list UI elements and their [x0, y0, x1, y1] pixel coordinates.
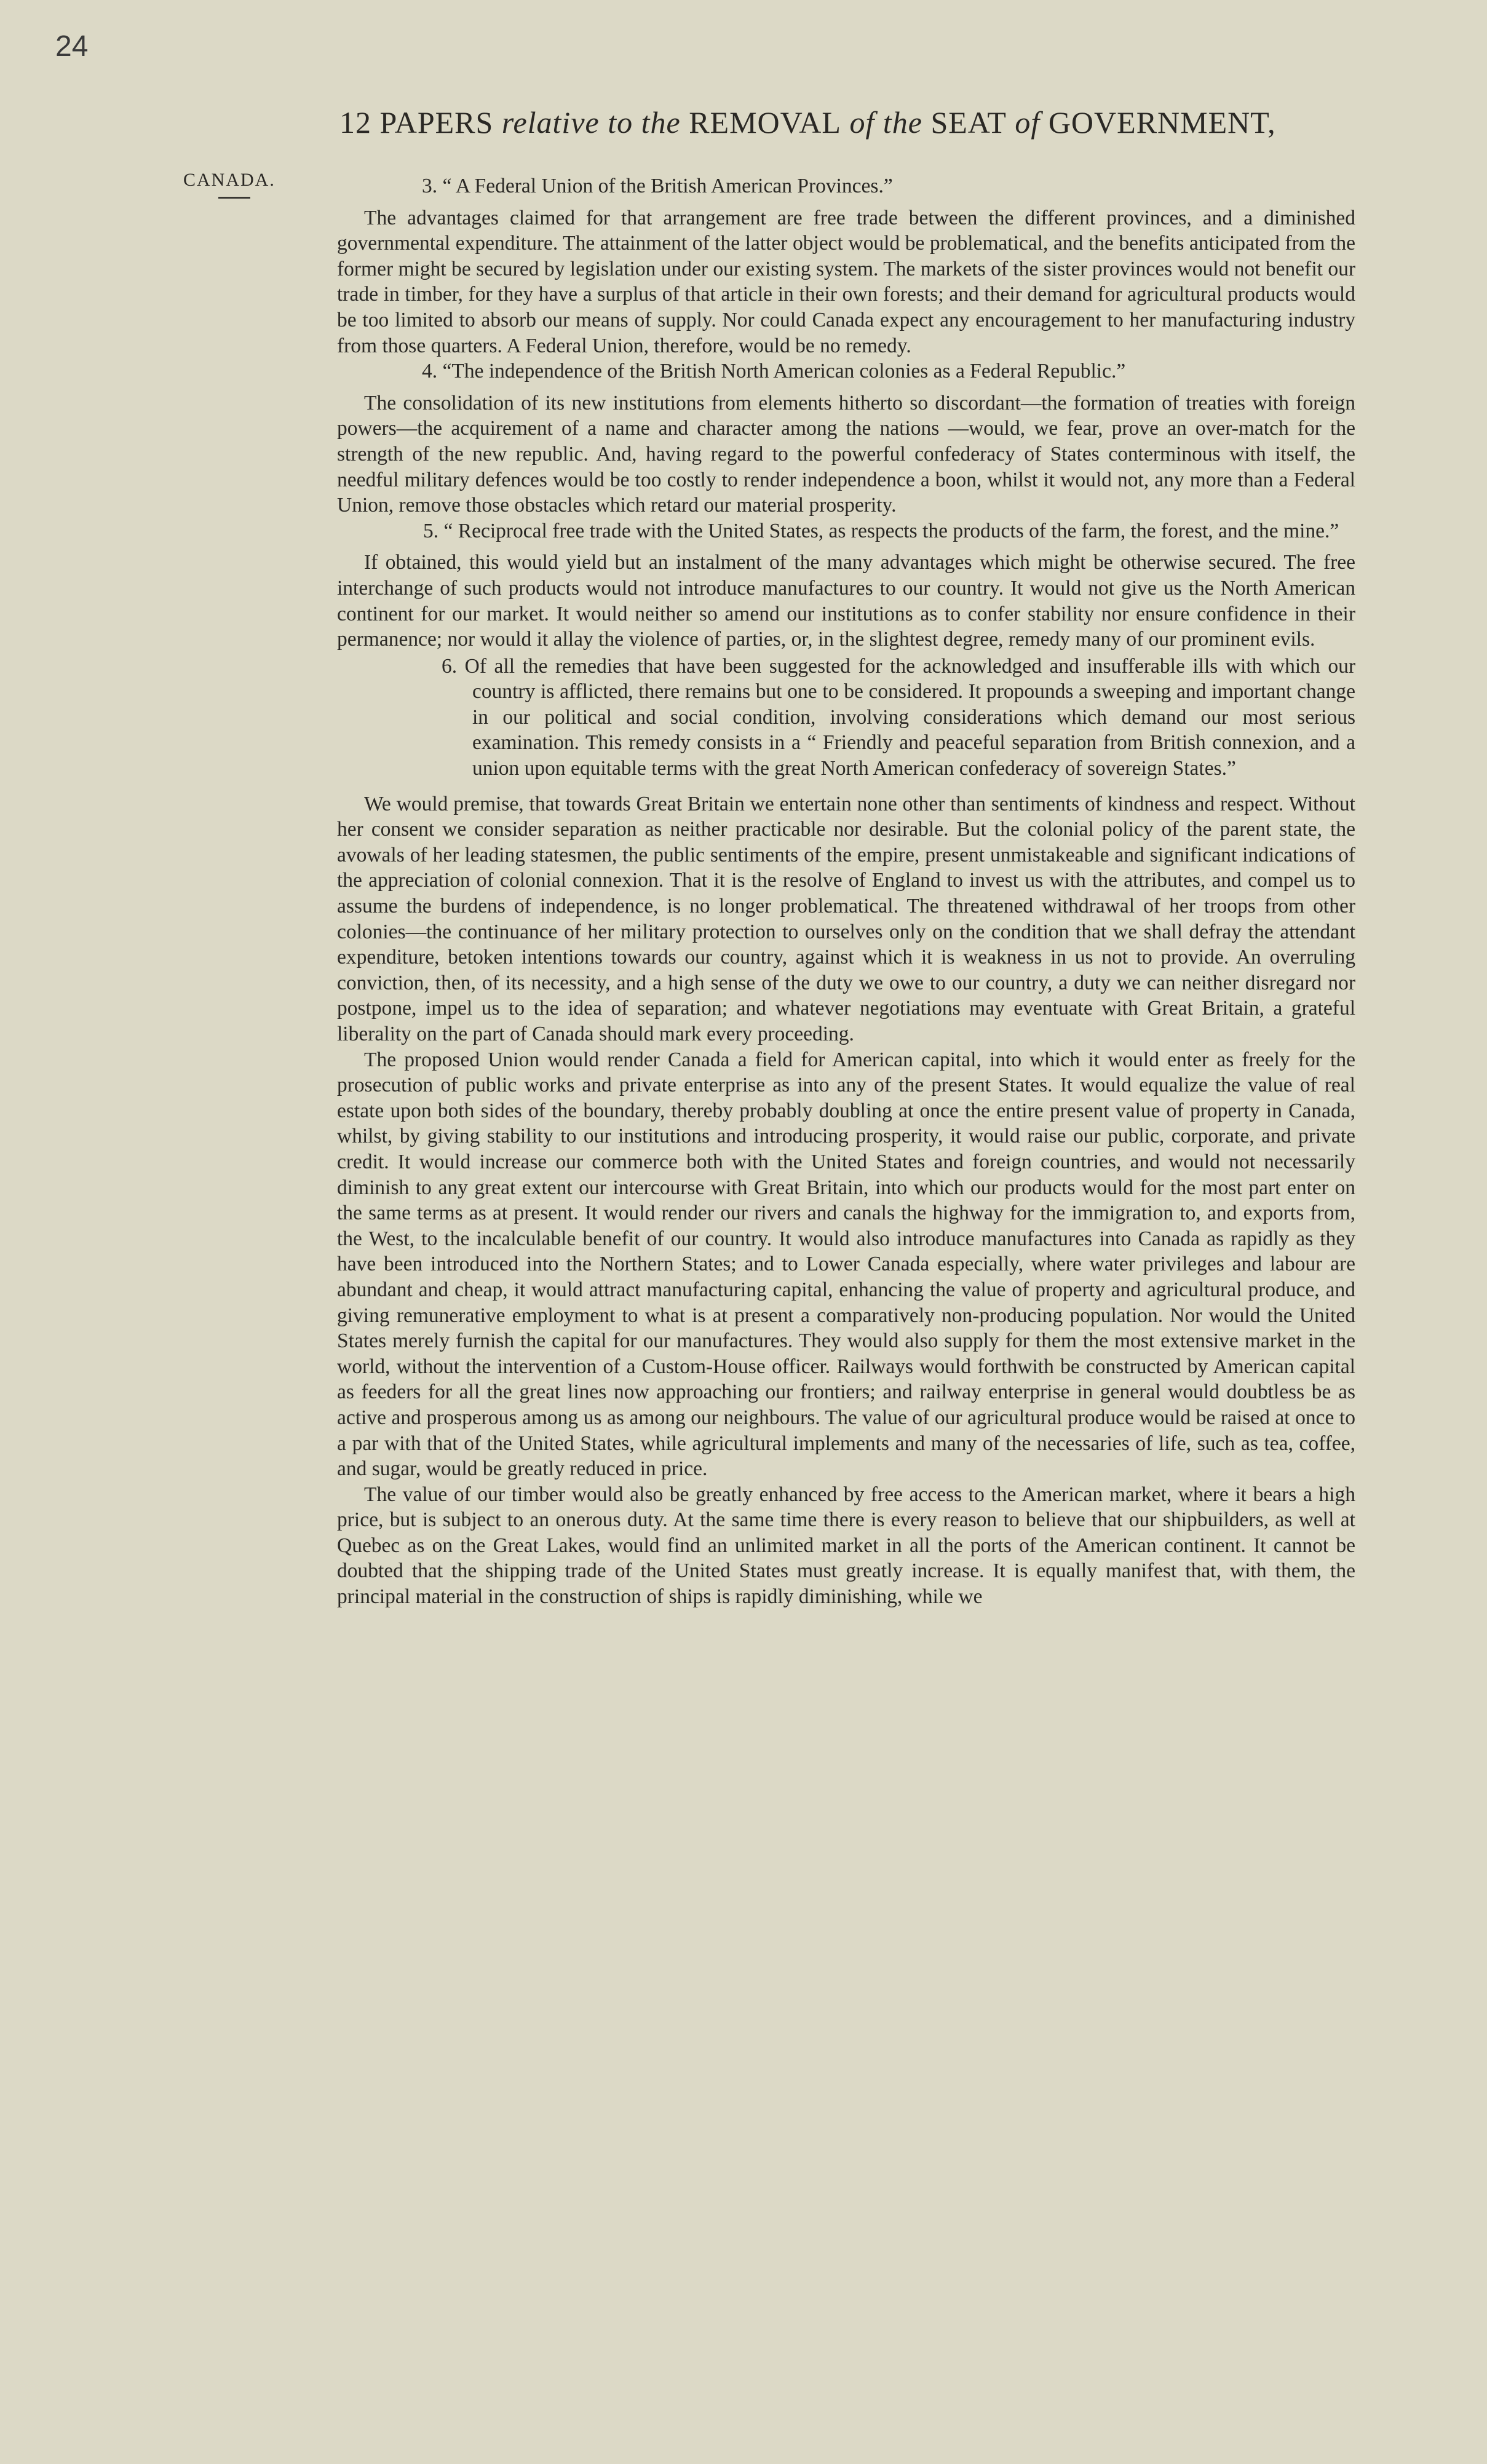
page-number: 24 [55, 30, 89, 63]
paragraph: The advantages claimed for that arrangement are free trade between the different provinces, and a diminished governmental expenditure. The attainment of the latter object would be problematical, and the benefits anticipated from the former might be secured by legislation under our existing system. The markets of the sister provinces would not benefit our trade in timber, for they have a surplus of that article in their own forests; and their demand for agricultural products would be too limited to absorb our means of supply. Nor could Canada expect any encouragement to her manufacturing industry from those quarters. A Federal Union, therefore, would be no remedy. [337, 206, 1355, 357]
paragraph: 5. “ Reciprocal free trade with the United States, as respects the products of the farm, the forest, and the mine.” [423, 519, 1339, 542]
paragraph: 3. “ A Federal Union of the British American Provinces.” [422, 175, 893, 197]
paragraph: If obtained, this would yield but an instalment of the many advantages which might be otherwise secured. The free interchange of such products would not introduce manufactures to our country. It would not give us the North American continent for our market. It would neither so amend our institutions as to confer stability nor ensure confidence in their permanence; nor would it allay the violence of parties, or, in the slightest degree, remedy many of our prominent evils. [337, 551, 1355, 651]
running-head-relative: relative to the [501, 105, 681, 140]
paragraph: 6. Of all the remedies that have been suggested for the acknowledged and insufferable ills with which our country is afflicted, there remains but one to be considered. It propounds a sweeping and important change in our political and social condition, involving considerations which demand our most serious examination. This remedy consists in a “ Friendly and peaceful separation from British connexion, and a union upon equitable terms with the great North American confederacy of sovereign States.” [442, 654, 1355, 780]
paragraph: The consolidation of its new institutions from elements hitherto so discordant—the formation of treaties with foreign powers—the acquirement of a name and character among the nations —would, we fear, prove an over-match for the strength of the new republic. And, having regard to the powerful confederacy of States conterminous with itself, the needful military defences would be too costly to render independence a boon, whilst it would not, any more than a Federal Union, remove those obstacles which retard our material prosperity. [337, 391, 1355, 517]
margin-note: CANADA. [183, 170, 276, 190]
running-head-removal: REMOVAL [689, 105, 841, 140]
running-head-of: of [1015, 105, 1041, 140]
margin-rule [218, 197, 250, 199]
running-head-page: 12 [339, 105, 371, 140]
paragraph: We would premise, that towards Great Britain we entertain none other than sentiments of kindness and respect. Without her consent we consider separation as neither practicable nor desirable. But the colonial policy of the parent state, the avowals of her leading statesmen, the public sentiments of the empire, present unmistakeable and significant indications of the appreciation of colonial connexion. That it is the resolve of England to invest us with the attributes, and compel us to assume the burdens of independence, is no longer problematical. The threatened withdrawal of her troops from other colonies—the continuance of her military protection to ourselves only on the condition that we shall defray the attendant expenditure, betoken intentions towards our country, against which it is weakness in us not to provide. An overruling conviction, then, of its necessity, and a high sense of the duty we owe to our country, a duty we can neither disregard nor postpone, impel us to the idea of separation; and whatever negotiations may eventuate with Great Britain, a grateful liberality on the part of Canada should mark every proceeding. [337, 792, 1355, 1045]
running-head-of-the: of the [849, 105, 922, 140]
paragraph: The value of our timber would also be greatly enhanced by free access to the American market, where it bears a high price, but is subject to an onerous duty. At the same time there is every reason to believe that our shipbuilders, as well at Quebec as on the Great Lakes, would find an unlimited market in all the ports of the American continent. It cannot be doubted that the shipping trade of the United States must greatly increase. It is equally manifest that, with them, the principal material in the construction of ships is rapidly diminishing, while we [337, 1483, 1355, 1609]
paragraph: The proposed Union would render Canada a field for American capital, into which it would enter as freely for the prosecution of public works and private enterprise as into any of the present States. It would equalize the value of real estate upon both sides of the boundary, thereby probably doubling at once the entire present value of property in Canada, whilst, by giving stability to our institutions and introducing prosperity, it would raise our public, corporate, and private credit. It would increase our commerce both with the United States and foreign countries, and would not necessarily diminish to any great extent our intercourse with Great Britain, into which our products would for the most part enter on the same terms as at present. It would render our rivers and canals the highway for the immigration to, and exports from, the West, to the incalculable benefit of our country. It would also introduce manufactures into Canada as rapidly as they have been introduced into the Northern States; and to Lower Canada especially, where water privileges and labour are abundant and cheap, it would attract manufacturing capital, enhancing the value of property and agricultural produce, and giving remunerative employment to what is at present a comparatively non-producing population. Nor would the United States merely furnish the capital for our manufactures. They would also supply for them the most extensive market in the world, without the intervention of a Custom-House officer. Railways would forthwith be constructed by American capital as feeders for all the great lines now approaching our frontiers; and railway enterprise in general would doubtless be as active and prosperous among us as among our neighbours. The value of our agricultural produce would be raised at once to a par with that of the United States, while agricultural implements and many of the necessaries of life, such as tea, coffee, and sugar, would be greatly reduced in price. [337, 1048, 1355, 1481]
paragraph: 4. “The independence of the British North American colonies as a Federal Republic.” [422, 360, 1126, 383]
running-head-papers: PAPERS [379, 105, 494, 140]
body-text [337, 173, 1355, 1610]
running-head-government: GOVERNMENT, [1048, 105, 1276, 140]
running-head [339, 105, 1276, 140]
running-head-seat: SEAT [930, 105, 1007, 140]
